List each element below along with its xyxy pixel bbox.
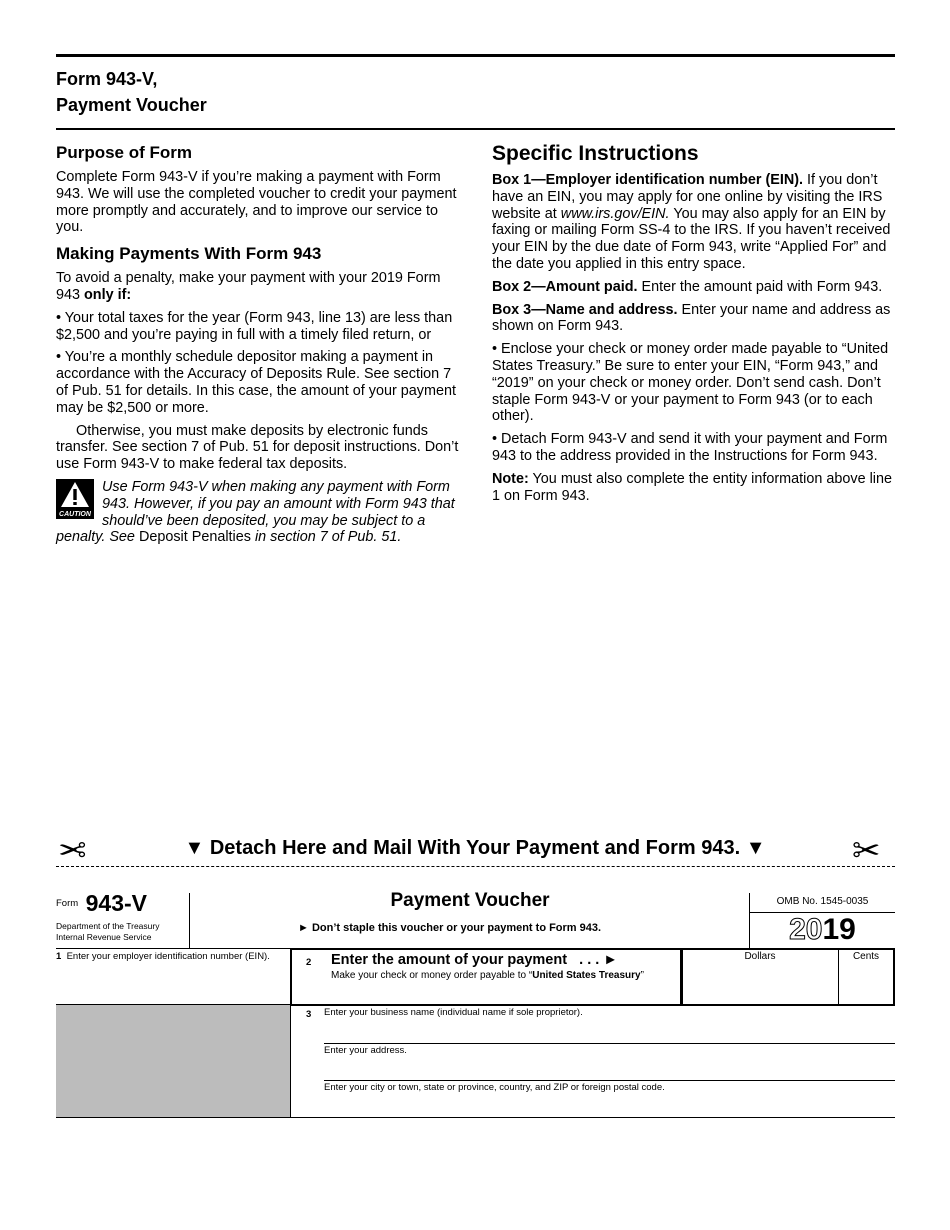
form-word: Form xyxy=(56,898,79,909)
line3-city-label: Enter your city or town, state or province, country, and ZIP or foreign postal code. xyxy=(324,1082,665,1093)
line2-sub-a: Make your check or money order payable to “ xyxy=(331,970,533,981)
voucher-form-id xyxy=(56,890,188,943)
note-text: You must also complete the entity information above line 1 on Form 943. xyxy=(492,470,892,504)
line2-dots: . . . ► xyxy=(579,952,618,968)
making-intro-text: To avoid a penalty, make your payment with your 2019 Form 943 xyxy=(56,270,441,303)
caution-text-2: in section 7 of Pub. 51. xyxy=(254,529,402,546)
scissors-icon-left: ✂ xyxy=(58,832,87,870)
right-column xyxy=(492,142,896,510)
line3-number: 3 xyxy=(306,1009,312,1020)
header-divider-left xyxy=(189,893,190,948)
address-rule xyxy=(324,1080,895,1081)
line2-text: Enter the amount of your payment xyxy=(331,952,568,968)
caution-ref: Deposit Penalties xyxy=(138,529,251,546)
box1-text-b: You may also apply for an EIN by faxing or mailing Form SS-4 to the IRS. If you haven’t received your EIN by the due date of Form 943, write “Applied For” and the date you applied in this entry space. xyxy=(492,205,891,272)
line2-sub xyxy=(331,970,644,981)
line3-divider xyxy=(290,1005,291,1117)
dollars-input[interactable] xyxy=(683,963,837,1003)
year-outline: 20 xyxy=(789,913,823,946)
otherwise-text: Otherwise, you must make deposits by electronic funds transfer. See section 7 of Pub. 51 for deposit instructions. Don’t use Form 943-V to make federal tax deposits. xyxy=(56,422,459,473)
line3-address-label: Enter your address. xyxy=(324,1045,407,1056)
city-input[interactable] xyxy=(324,1093,895,1116)
making-payments-heading: Making Payments With Form 943 xyxy=(56,244,322,264)
purpose-text: Complete Form 943-V if you’re making a payment with Form 943. We will use the completed voucher to credit your payment more promptly and accurately, and to improve our service to you. xyxy=(56,169,457,236)
payee-name: United States Treasury xyxy=(532,970,641,981)
omb-number: OMB No. 1545-0035 xyxy=(776,896,869,907)
irs-name: Internal Revenue Service xyxy=(56,932,152,942)
caution-label: CAUTION xyxy=(59,510,91,518)
specific-instructions-heading: Specific Instructions xyxy=(492,142,699,165)
right-bullet-1: • Enclose your check or money order made payable to “United States Treasury.” Be sure to enter your EIN, “Form 943,” and “2019” on your check or money order. Don’t send cash. Don’t staple Form 943-V or your payment to Form 943 (or to each other). xyxy=(492,341,889,425)
gray-area xyxy=(56,1005,290,1117)
line2-label xyxy=(331,952,618,968)
cents-input[interactable] xyxy=(840,963,892,1003)
top-rule xyxy=(56,54,895,57)
box2-instructions xyxy=(492,279,896,296)
line3-name-label: Enter your business name (individual name if sole proprietor). xyxy=(324,1007,583,1018)
caution-icon xyxy=(56,479,94,519)
business-name-input[interactable] xyxy=(324,1018,895,1042)
right-bullet-2: • Detach Form 943-V and send it with your payment and Form 943 to the address provided in the Instructions for Form 943. xyxy=(492,431,888,464)
address-input[interactable] xyxy=(324,1056,895,1079)
box1-text-a: If you don’t have an EIN, you may apply for one online by visiting the IRS website at xyxy=(492,172,883,222)
line1-text: Enter your employer identification number (EIN). xyxy=(66,951,270,962)
scissors-icon-right: ✂ xyxy=(852,832,881,870)
ein-input[interactable] xyxy=(56,962,290,1004)
title-line-2: Payment Voucher xyxy=(56,95,207,115)
box2-text: Enter the amount paid with Form 943. xyxy=(641,278,883,295)
year-bold: 19 xyxy=(822,913,856,946)
making-intro-bold: only if: xyxy=(84,286,132,303)
note xyxy=(492,471,896,505)
tax-year xyxy=(750,912,895,948)
detach-instruction: ▼ Detach Here and Mail With Your Payment and Form 943. ▼ xyxy=(184,837,766,859)
bullet-2: • You’re a monthly schedule depositor making a payment in accordance with the Accuracy of Deposits Rule. See section 7 of Pub. 51 for details. In this case, the amount of your payment may be $2,500 or more. xyxy=(56,349,456,416)
caution-block xyxy=(56,479,464,546)
making-intro xyxy=(56,270,464,304)
box1-instructions xyxy=(492,172,896,273)
box3-instructions xyxy=(492,302,896,336)
name-rule xyxy=(324,1043,895,1044)
caution-text-1: Use Form 943-V when making any payment with Form 943. However, if you pay an amount with Form 943 that should’ve been deposited, you may be subject to a penalty. See xyxy=(56,478,455,546)
dollars-label: Dollars xyxy=(744,951,776,962)
irs-url: www.irs.gov/EIN. xyxy=(560,205,670,222)
voucher-form-number: 943-V xyxy=(85,890,147,916)
page-title xyxy=(56,66,207,118)
note-label: Note: xyxy=(492,470,529,487)
detach-dashed-line xyxy=(56,866,895,867)
no-staple-note: ► Don’t staple this voucher or your payment to Form 943. xyxy=(298,922,602,934)
cents-label: Cents xyxy=(852,951,880,962)
box2-label: Box 2—Amount paid. xyxy=(492,278,638,295)
line2-number: 2 xyxy=(306,957,312,968)
line2-sub-b: ” xyxy=(640,970,644,981)
title-rule xyxy=(56,128,895,130)
title-line-1: Form 943-V, xyxy=(56,69,158,89)
box3-label: Box 3—Name and address. xyxy=(492,301,678,318)
left-column xyxy=(56,143,464,546)
box1-label: Box 1—Employer identification number (EIN). xyxy=(492,172,804,188)
line1-number: 1 xyxy=(56,951,62,962)
bullet-1: • Your total taxes for the year (Form 943, line 13) are less than $2,500 and you’re paying in full with a timely filed return, or xyxy=(56,309,453,343)
voucher-title: Payment Voucher xyxy=(390,890,550,911)
purpose-heading: Purpose of Form xyxy=(56,143,193,162)
dept-treasury: Department of the Treasury xyxy=(56,921,160,931)
line1-label xyxy=(56,951,270,962)
voucher-bottom-rule xyxy=(56,1117,895,1118)
box3-text: Enter your name and address as shown on Form 943. xyxy=(492,301,891,335)
